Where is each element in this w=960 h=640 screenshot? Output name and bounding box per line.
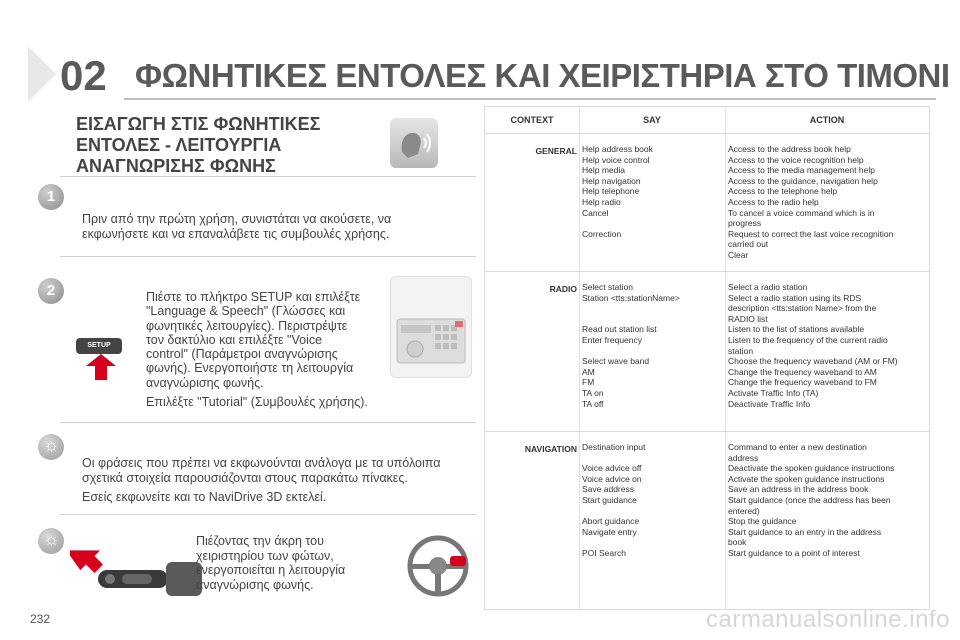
- step-2-text: [146, 290, 391, 409]
- say-line: TA off: [582, 398, 604, 409]
- radio-unit-illustration: [390, 276, 472, 378]
- say-line: Destination input: [582, 442, 646, 452]
- say-line: Help voice control: [582, 154, 650, 165]
- action-line: Activate Traffic Info (TA): [728, 387, 819, 398]
- action-line: Request to correct the last voice recognition: [728, 228, 894, 239]
- step-2-line: αναγνώρισης φωνής.: [146, 375, 264, 390]
- say-line: Correction: [582, 228, 622, 239]
- say-spacer: [582, 506, 722, 517]
- action-line: Stop the guidance: [728, 516, 797, 527]
- say-line: Help radio: [582, 196, 621, 207]
- page-number: 232: [30, 612, 51, 626]
- action-line: Select a radio station using its RDS: [728, 292, 862, 303]
- action-line: To cancel a voice command which is in: [728, 207, 875, 218]
- say-cell: [582, 282, 722, 409]
- action-line: book: [728, 537, 747, 548]
- context-cell: RADIO: [549, 284, 577, 294]
- step-2-line: φωνητικές λειτουργίες). Περιστρέψτε: [146, 318, 348, 333]
- say-line: TA on: [582, 387, 604, 398]
- say-line: Help telephone: [582, 186, 640, 197]
- action-line: Change the frequency waveband to AM: [728, 366, 877, 377]
- action-line: RADIO list: [728, 313, 768, 324]
- step-1-line: Πριν από την πρώτη χρήση, συνιστάται να ακούσετε, να: [82, 212, 392, 226]
- say-spacer: [582, 537, 722, 548]
- header-rule: [124, 98, 936, 100]
- watermark: carmanualsonline.info: [706, 606, 950, 633]
- page-title: ΦΩΝΗΤΙΚΕΣ ΕΝΤΟΛΕΣ ΚΑΙ ΧΕΙΡΙΣΤΗΡΙΑ ΣΤΟ ΤΙΜΟΝΙ: [135, 57, 950, 94]
- tip-sun-icon: [38, 434, 64, 460]
- action-line: Select a radio station: [728, 282, 808, 292]
- action-line: Access to the media management help: [728, 165, 875, 176]
- say-line: Save address: [582, 484, 634, 495]
- step-2: [46, 256, 476, 423]
- action-cell: [728, 282, 926, 409]
- tip-line: Πιέζοντας την άκρη του: [196, 534, 324, 548]
- section-title-line: ΕΙΣΑΓΩΓΗ ΣΤΙΣ ΦΩΝΗΤΙΚΕΣ: [76, 114, 321, 134]
- action-line: Start guidance (once the address has been: [728, 494, 891, 505]
- say-spacer: [582, 303, 722, 314]
- action-line: Access to the guidance, navigation help: [728, 175, 878, 186]
- intro-panel: [46, 104, 476, 610]
- say-line: Cancel: [582, 207, 609, 218]
- table-row-navigation: [485, 431, 929, 610]
- action-cell: [728, 442, 926, 559]
- tip-line: χειριστηρίου των φώτων,: [196, 548, 334, 563]
- section-title-line: ΕΝΤΟΛΕΣ - ΛΕΙΤΟΥΡΓΙΑ: [76, 135, 282, 155]
- say-line: Help navigation: [582, 175, 641, 186]
- say-line: AM: [582, 366, 595, 377]
- section-title: [76, 114, 321, 177]
- action-line: entered): [728, 505, 760, 516]
- step-1-text: [82, 212, 472, 241]
- action-line: Clear: [728, 249, 749, 260]
- action-line: Choose the frequency waveband (AM or FM): [728, 356, 898, 367]
- context-cell: NAVIGATION: [524, 444, 577, 454]
- say-spacer: [582, 453, 722, 464]
- say-spacer: [582, 346, 722, 357]
- say-line: Voice advice off: [582, 463, 642, 474]
- voice-command-table: [484, 106, 930, 610]
- action-line: Start guidance to a point of interest: [728, 547, 860, 558]
- table-row-radio: [485, 271, 929, 432]
- action-line: Access to the telephone help: [728, 186, 838, 197]
- step-1-badge: 1: [38, 184, 64, 210]
- say-line: Voice advice on: [582, 473, 642, 484]
- voice-speaking-icon: [390, 118, 438, 168]
- tip-phrases: [60, 422, 476, 515]
- step-2-line: control" (Παράμετροι αναγνώρισης: [146, 347, 338, 362]
- step-2-line: Πιέστε το πλήκτρο SETUP και επιλέξτε: [146, 290, 361, 304]
- action-line: Activate the spoken guidance instructions: [728, 473, 885, 484]
- column-header-context: CONTEXT: [510, 115, 554, 125]
- header-notch: [28, 46, 56, 102]
- action-line: Start guidance to an entry in the address: [728, 526, 882, 537]
- step-2-extra: Επιλέξτε "Tutorial" (Συμβουλές χρήσης).: [146, 395, 368, 410]
- say-line: Abort guidance: [582, 516, 640, 527]
- light-stalk-illustration: [70, 526, 210, 606]
- say-line: Select station: [582, 282, 634, 292]
- action-line: Deactivate the spoken guidance instructions: [728, 463, 895, 474]
- action-line: Save an address in the address book: [728, 484, 869, 495]
- say-cell: [582, 144, 722, 239]
- action-line: carried out: [728, 239, 769, 250]
- say-line: POI Search: [582, 547, 626, 558]
- action-line: Access to the address book help: [728, 144, 851, 154]
- section-title-line: ΑΝΑΓΝΩΡΙΣΗΣ ΦΩΝΗΣ: [76, 156, 276, 176]
- say-line: Station <tts:stationName>: [582, 292, 680, 303]
- tip-line: αναγνώρισης φωνής.: [196, 577, 314, 592]
- setup-key-illustration: [74, 310, 124, 376]
- tip-line: σχετικά στοιχεία παρουσιάζονται στους παρακάτω πίνακες.: [82, 470, 408, 485]
- step-1: [46, 176, 476, 257]
- tip-line: Εσείς εκφωνείτε και το NaviDrive 3D εκτελεί.: [82, 490, 327, 504]
- column-header-action: ACTION: [809, 115, 845, 125]
- say-line: Help media: [582, 165, 625, 176]
- step-1-line: εκφωνήσετε και να επαναλάβετε τις συμβουλές χρήσης.: [82, 226, 390, 241]
- action-line: Change the frequency waveband to FM: [728, 377, 877, 388]
- action-line: Listen to the list of stations available: [728, 324, 865, 335]
- steering-wheel-illustration: [400, 526, 470, 604]
- say-line: Read out station list: [582, 324, 657, 335]
- column-header-say: SAY: [643, 115, 661, 125]
- say-line: Navigate entry: [582, 526, 637, 537]
- action-line: progress: [728, 218, 762, 229]
- tip-line: Οι φράσεις που πρέπει να εκφωνούνται ανάλογα με τα υπόλοιπα: [82, 456, 441, 470]
- say-line: Enter frequency: [582, 334, 643, 345]
- tip-phrases-text: [82, 456, 472, 505]
- setup-key: SETUP: [76, 338, 122, 354]
- table-row-general: [485, 133, 929, 272]
- action-line: Listen to the frequency of the current radio: [728, 334, 888, 345]
- action-cell: [728, 144, 926, 261]
- action-line: Access to the voice recognition help: [728, 154, 864, 165]
- tip-sun-icon: [38, 528, 64, 554]
- section-heading: [60, 104, 476, 177]
- say-line: FM: [582, 377, 595, 388]
- tip-stalk: [60, 514, 476, 610]
- say-cell: [582, 442, 722, 559]
- say-spacer: [582, 314, 722, 325]
- arrow-up-icon: [86, 354, 116, 380]
- say-line: Select wave band: [582, 356, 650, 367]
- step-2-badge: 2: [38, 278, 64, 304]
- action-line: address: [728, 452, 759, 463]
- say-line: Start guidance: [582, 494, 637, 505]
- say-spacer: [582, 218, 722, 229]
- context-cell: GENERAL: [535, 146, 577, 156]
- chapter-number: 02: [60, 52, 107, 99]
- action-line: Deactivate Traffic Info: [728, 398, 811, 409]
- action-line: Command to enter a new destination: [728, 442, 867, 452]
- step-2-line: φωνής). Ενεργοποιήστε τη λειτουργία: [146, 361, 354, 376]
- action-line: Access to the radio help: [728, 196, 819, 207]
- say-line: Help address book: [582, 144, 653, 154]
- step-2-line: τον δακτύλιο και επιλέξτε "Voice: [146, 332, 323, 347]
- tip-line: ενεργοποιείται η λειτουργία: [196, 563, 346, 577]
- action-line: description <tts:station Name> from the: [728, 303, 877, 314]
- tip-stalk-text: [196, 534, 376, 592]
- action-line: station: [728, 345, 754, 356]
- step-2-line: "Language & Speech" (Γλώσσες και: [146, 304, 346, 319]
